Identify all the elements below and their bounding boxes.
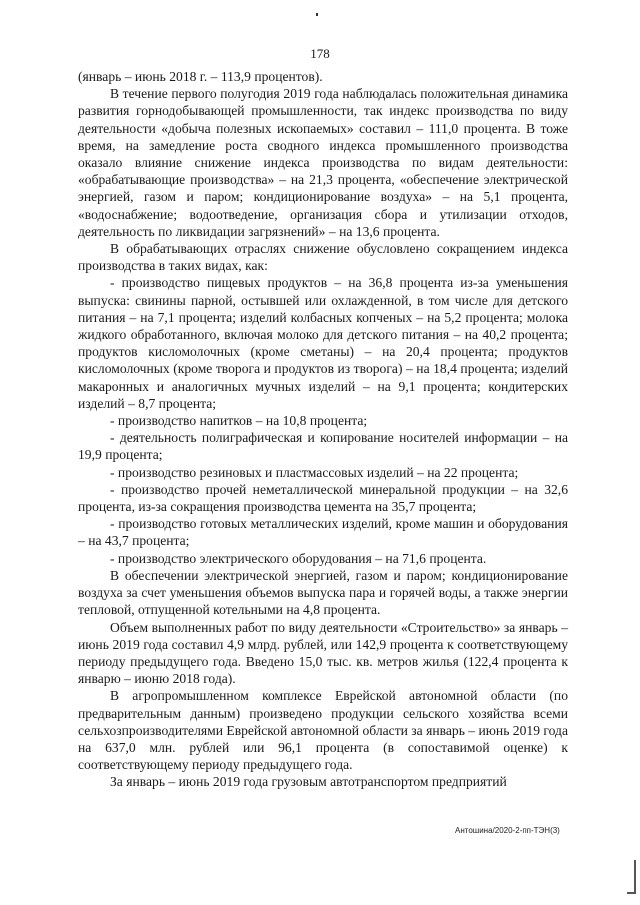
paragraph: (январь – июнь 2018 г. – 113,9 процентов).: [78, 69, 323, 84]
list-item: - производство электрического оборудования – на 71,6 процента.: [110, 550, 487, 566]
list-item: - производство пищевых продуктов – на 36,8 процента из-за уменьшения выпуска: свинины парной, остывшей или охлажденной, в том числе для детского питания – на 7,1 процента; изделий колбасных копченых – на 5,2 процента; молока жидкого обработанного, включая молоко для детского питания – на 40,2 процента; продуктов кисломолочных (кроме сметаны) – на 20,4 процента; продуктов кисломолочных (кроме творога и продуктов из творога) – на 18,4 процента; изделий макаронных и аналогичных мучных изделий – на 9,1 процента; кондитерских изделий – 8,7 процента;: [78, 275, 568, 411]
paragraph: За январь – июнь 2019 года грузовым автотранспортом предприятий: [110, 774, 507, 790]
paragraph: Объем выполненных работ по виду деятельности «Строительство» за январь – июнь 2019 года составил 4,9 млрд. рублей, или 142,9 процента к соответствующему периоду предыдущего года. Введено 15,0 тыс. кв. метров жилья (122,4 процента к январю – июню 2018 года).: [78, 619, 568, 687]
page-number: 178: [310, 46, 330, 61]
list-item: - производство прочей неметаллической минеральной продукции – на 32,6 процента, из-за сокращения производства цемента на 35,7 процента;: [78, 481, 568, 515]
scan-edge-mark: [627, 892, 636, 894]
paragraph: В течение первого полугодия 2019 года наблюдалась положительная динамика развития горнодобывающей промышленности, так индекс производства по виду деятельности «добыча полезных ископаемых» составил – 111,0 процента. В тоже время, на замедление роста сводного индекса промышленного производства оказало влияние снижение индекса производства по видам деятельности: «обрабатывающие производства» – на 21,3 процента, «обеспечение электрической энергией, газом и паром; кондиционирование воздуха» – на 5,1 процента, «водоснабжение; водоотведение, организация сбора и утилизации отходов, деятельность по ликвидации загрязнений» – на 13,6 процента.: [78, 86, 568, 239]
list-item: - деятельность полиграфическая и копирование носителей информации – на 19,9 процента;: [78, 430, 568, 463]
list-item: - производство готовых металлических изделий, кроме машин и оборудования – на 43,7 процента;: [78, 516, 568, 549]
paragraph: В агропромышленном комплексе Еврейской автономной области (по предварительным данным) произведено продукции сельского хозяйства всеми сельхозпроизводителями Еврейской автономной области за январь – июнь 2019 года на 637,0 млн. рублей или 96,1 процента (в сопоставимой оценке) к соответствующему периоду предыдущего года.: [78, 688, 568, 773]
list-item: - производство напитков – на 10,8 процента;: [110, 413, 368, 429]
body-text: [78, 68, 568, 791]
paragraph: В обрабатывающих отраслях снижение обусловлено сокращением индекса производства в таких видах, как:: [78, 241, 568, 274]
scan-edge-mark: [634, 860, 636, 894]
list-item: - производство резиновых и пластмассовых изделий – на 22 процента;: [110, 464, 519, 480]
document-id-footer: Антошина/2020-2-пп-ТЭН(3): [455, 826, 560, 835]
paragraph: В обеспечении электрической энергией, газом и паром; кондиционирование воздуха за счет уменьшения объемов выпуска пара и горячей воды, а также энергии тепловой, отпущенной котельными на 4,8 процента.: [78, 567, 568, 618]
scan-speck: [316, 13, 318, 16]
